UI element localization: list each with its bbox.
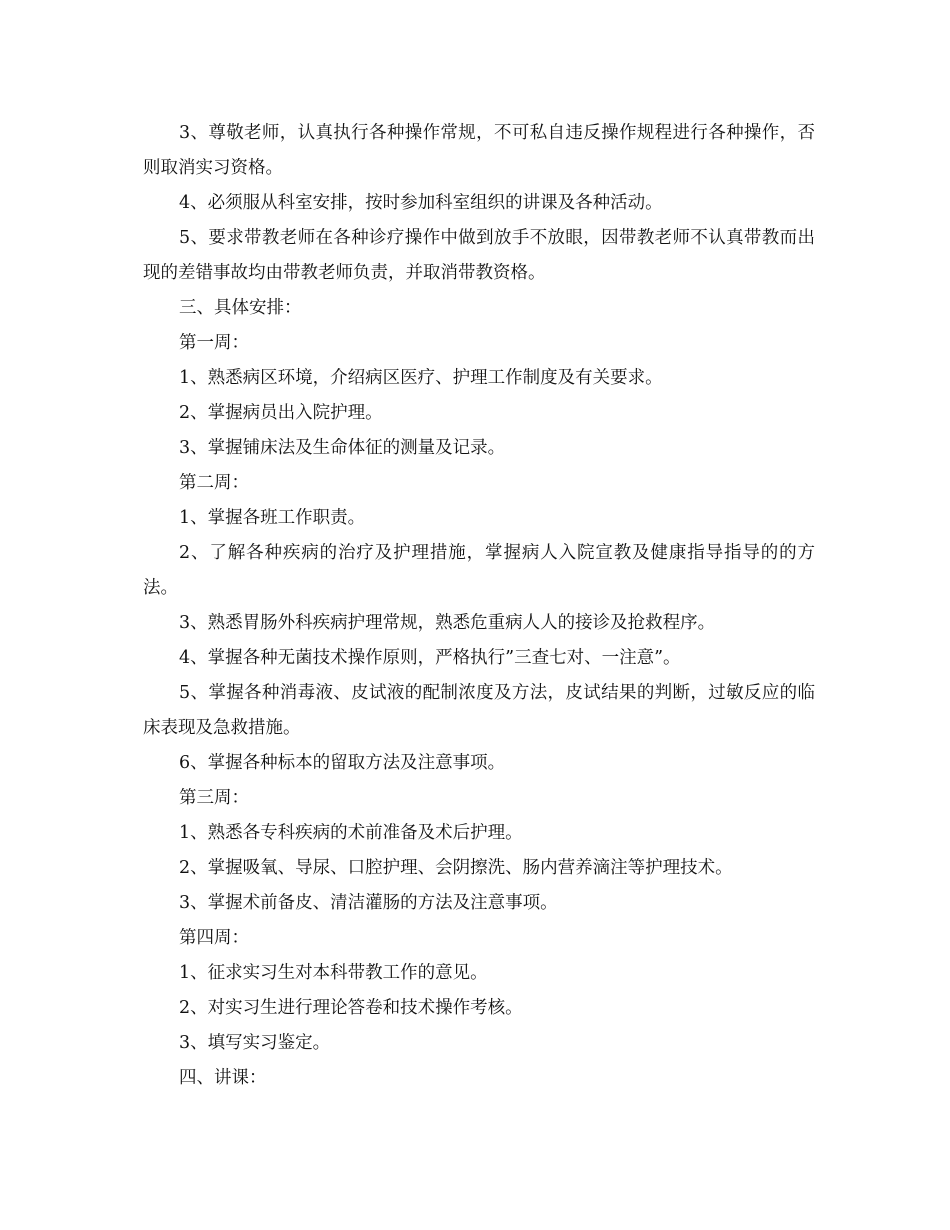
- week-3-item-3: 3、掌握术前备皮、清洁灌肠的方法及注意事项。: [179, 893, 558, 913]
- week-4-heading: 第四周：: [179, 928, 249, 948]
- paragraph-rule-3: 3、尊敬老师，认真执行各种操作常规，不可私自违反操作规程进行各种操作，否则取消实习资格。: [143, 123, 815, 178]
- week-2-item-2: 2、了解各种疾病的治疗及护理措施，掌握病人入院宣教及健康指导指导的的方法。: [143, 543, 815, 598]
- week-2-heading: 第二周：: [179, 473, 249, 493]
- week-1-item-1: 1、熟悉病区环境，介绍病区医疗、护理工作制度及有关要求。: [179, 368, 663, 388]
- week-4-item-2: 2、对实习生进行理论答卷和技术操作考核。: [179, 998, 523, 1018]
- week-2-item-6: 6、掌握各种标本的留取方法及注意事项。: [179, 753, 506, 773]
- week-4-item-1: 1、征求实习生对本科带教工作的意见。: [179, 963, 488, 983]
- section-heading-schedule: 三、具体安排：: [179, 298, 302, 318]
- section-heading-lectures: 四、讲课：: [179, 1068, 267, 1088]
- week-3-heading: 第三周：: [179, 788, 249, 808]
- paragraph-rule-4: 4、必须服从科室安排，按时参加科室组织的讲课及各种活动。: [179, 193, 663, 213]
- week-2-item-5: 5、掌握各种消毒液、皮试液的配制浓度及方法，皮试结果的判断，过敏反应的临床表现及急救措施。: [143, 683, 815, 738]
- week-1-heading: 第一周：: [179, 333, 249, 353]
- week-4-item-3: 3、填写实习鉴定。: [179, 1033, 331, 1053]
- week-2-item-1: 1、掌握各班工作职责。: [179, 508, 366, 528]
- week-1-item-3: 3、掌握铺床法及生命体征的测量及记录。: [179, 438, 506, 458]
- week-3-item-2: 2、掌握吸氧、导尿、口腔护理、会阴擦洗、肠内营养滴注等护理技术。: [179, 858, 733, 878]
- week-2-item-4: 4、掌握各种无菌技术操作原则，严格执行”三查七对、一注意”。: [179, 648, 681, 668]
- document-body: [143, 116, 815, 1096]
- week-3-item-1: 1、熟悉各专科疾病的术前准备及术后护理。: [179, 823, 523, 843]
- week-1-item-2: 2、掌握病员出入院护理。: [179, 403, 383, 423]
- paragraph-rule-5: 5、要求带教老师在各种诊疗操作中做到放手不放眼，因带教老师不认真带教而出现的差错事故均由带教老师负责，并取消带教资格。: [143, 228, 815, 283]
- week-2-item-3: 3、熟悉胃肠外科疾病护理常规，熟悉危重病人人的接诊及抢救程序。: [179, 613, 716, 633]
